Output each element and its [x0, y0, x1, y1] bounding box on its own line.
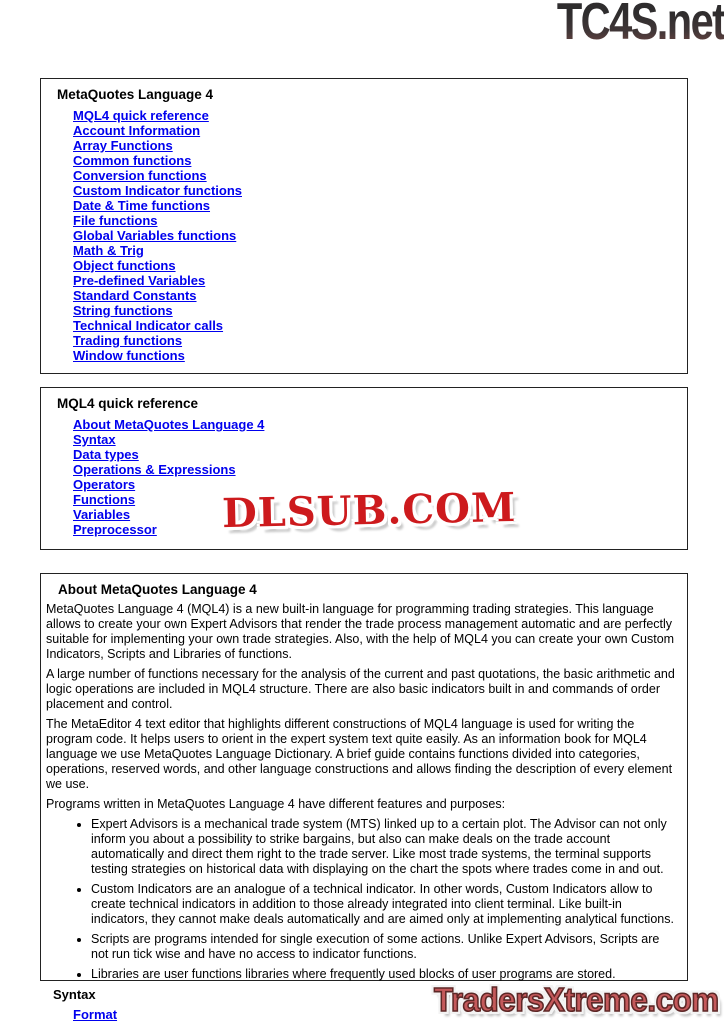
nav-link[interactable]: String functions	[73, 303, 173, 318]
quick-ref-title: MQL4 quick reference	[57, 396, 199, 411]
quick-ref-link[interactable]: Operations & Expressions	[73, 462, 236, 477]
about-paragraph: MetaQuotes Language 4 (MQL4) is a new built-in language for programming trading strategies. This language allows to create your own Expert Advisors that render the trade process management automatic and are perfectly suitable for implementing your own trade strategies. Also, with the help of MQL4 you can create your own Custom Indicators, Scripts and Libraries of functions.	[46, 602, 675, 661]
about-bullet-list	[41, 817, 687, 982]
nav-link[interactable]: Account Information	[73, 123, 201, 138]
quick-ref-link[interactable]: Data types	[73, 447, 139, 462]
nav-link[interactable]: Common functions	[73, 153, 192, 168]
nav-link[interactable]: Custom Indicator functions	[73, 183, 242, 198]
quick-ref-link[interactable]: About MetaQuotes Language 4	[73, 417, 265, 432]
tradersxtreme-watermark: TradersXtreme.com	[434, 981, 719, 1018]
nav-link[interactable]: Standard Constants	[73, 288, 197, 303]
nav-link[interactable]: Trading functions	[73, 333, 183, 348]
nav-link[interactable]: File functions	[73, 213, 158, 228]
about-title: About MetaQuotes Language 4	[58, 582, 257, 597]
bullet-item: • Scripts are programs intended for single execution of some actions. Unlike Expert Advisors, Scripts are not run tick wise and have no access to indicator functions.	[91, 932, 677, 962]
about-paragraph: Programs written in MetaQuotes Language 4 have different features and purposes:	[46, 797, 506, 811]
about-paragraph: A large number of functions necessary for the analysis of the current and past quotations, the basic arithmetic and logic operations are included in MQL4 structure. There are also basic indicators built in and commands of order placement and control.	[46, 667, 675, 711]
quick-ref-link[interactable]: Variables	[73, 507, 131, 522]
nav-link-list	[73, 108, 687, 363]
nav-link[interactable]: MQL4 quick reference	[73, 108, 209, 123]
about-paragraphs	[41, 602, 687, 812]
nav-link[interactable]: Window functions	[73, 348, 185, 363]
bullet-item: • Expert Advisors is a mechanical trade system (MTS) linked up to a certain plot. The Advisor can not only inform you about a possibility to strike bargains, but also can make deals on the trade account automatically and direct them right to the trade server. Like most trade systems, the terminal supports testing strategies on historical data with displaying on the chart the spots where trades come in and out.	[91, 817, 677, 877]
tc4s-logo: TC4S.net	[557, 0, 724, 52]
nav-link[interactable]: Global Variables functions	[73, 228, 237, 243]
nav-link[interactable]: Array Functions	[73, 138, 173, 153]
nav-link[interactable]: Math & Trig	[73, 243, 144, 258]
format-link[interactable]: Format	[73, 1007, 118, 1022]
quick-ref-link[interactable]: Functions	[73, 492, 136, 507]
nav-panel-title: MetaQuotes Language 4	[57, 87, 214, 102]
quick-ref-link[interactable]: Preprocessor	[73, 522, 157, 537]
bullet-item: • Custom Indicators are an analogue of a technical indicator. In other words, Custom Indicators allow to create technical indicators in addition to those already integrated into client terminal. Like built-in indicators, they cannot make deals automatically and are aimed only at implementing analytical functions.	[91, 882, 677, 927]
nav-link[interactable]: Technical Indicator calls	[73, 318, 224, 333]
bullet-item: • Libraries are user functions libraries where frequently used blocks of user programs are stored.	[91, 967, 677, 982]
nav-link[interactable]: Pre-defined Variables	[73, 273, 206, 288]
nav-link[interactable]: Conversion functions	[73, 168, 207, 183]
mql4-nav-panel	[40, 78, 688, 374]
about-paragraph: The MetaEditor 4 text editor that highlights different constructions of MQL4 language is used for writing the program code. It helps users to orient in the expert system text quite easily. As an information book for MQL4 language we use MetaQuotes Language Dictionary. A brief guide contains functions divided into categories, operations, reserved words, and other language constructions and allows finding the description of every element we use.	[46, 717, 673, 791]
quick-ref-link[interactable]: Operators	[73, 477, 136, 492]
nav-link[interactable]: Object functions	[73, 258, 176, 273]
syntax-heading: Syntax	[53, 987, 96, 1002]
nav-link[interactable]: Date & Time functions	[73, 198, 211, 213]
quick-ref-link[interactable]: Syntax	[73, 432, 116, 447]
dlsub-watermark: DLSUB.COM	[221, 483, 517, 538]
